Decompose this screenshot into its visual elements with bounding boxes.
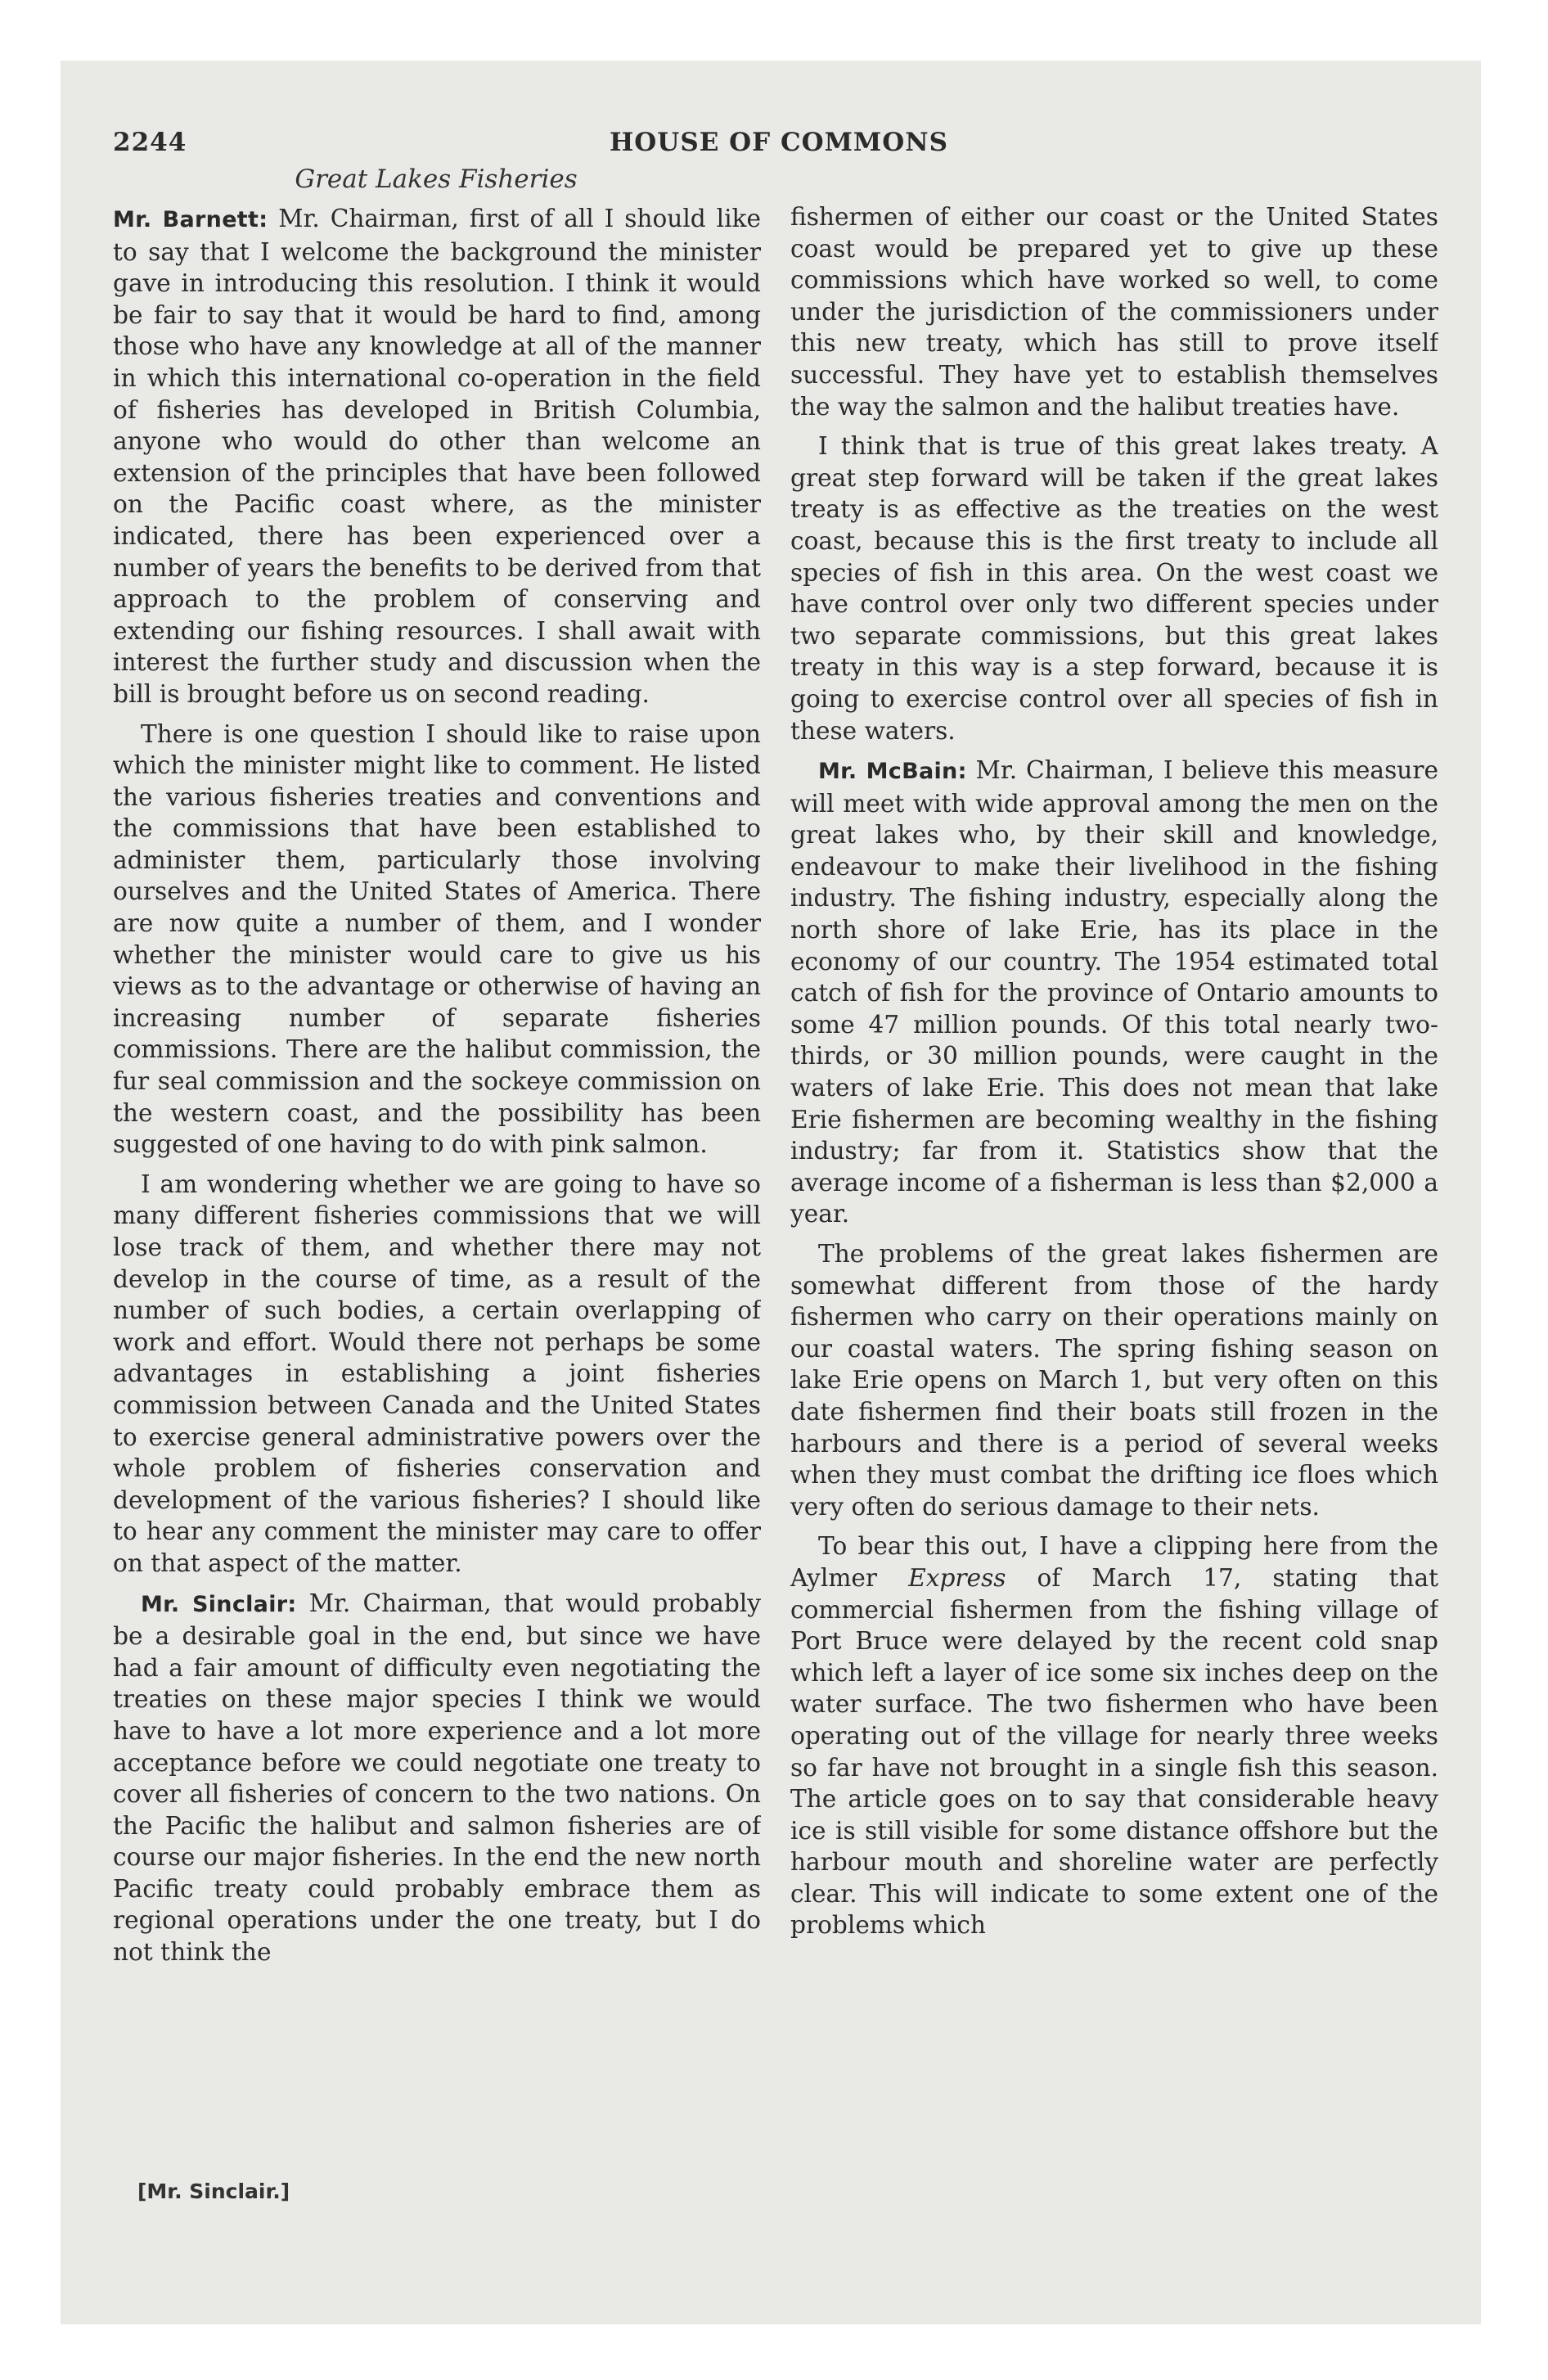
paragraph — [113, 1588, 761, 1968]
section-subhead: Great Lakes Fisheries — [295, 165, 578, 194]
paragraph-text: Mr. Chairman, that would probably be a desirable goal in the end, but since we have had a fair amount of difficulty even negotiating the treaties on these major species I think we would have to have a lot more experience and a lot more acceptance before we could negotiate one treaty to cover all fisheries of concern to the two nations. On the Pacific the halibut and salmon fisheries are of course our major fisheries. In the end the new north Pacific treaty could probably embrace them as regional operations under the one treaty, but I do not think the — [113, 1589, 761, 1967]
paragraph-text: To bear this out, I have a clipping here from the Aylmer — [790, 1532, 1438, 1592]
paragraph-text: of March 17, stating that commercial fishermen from the fishing village of Port Bruce were delayed by the recent cold snap which left a layer of ice some six inches deep on the water surface. The two fishermen who have been operating out of the village for nearly three weeks so far have not brought in a single fish this season. The article goes on to say that considerable heavy ice is still visible for some distance offshore but the harbour mouth and shoreline water are perfectly clear. This will indicate to some extent one of the problems which — [790, 1563, 1438, 1940]
speaker-name: Mr. Barnett: — [113, 207, 268, 232]
paragraph-text: Mr. Chairman, first of all I should like to say that I welcome the background the minister gave in introducing this resolution. I think it would be fair to say that it would be hard to find, among those who have any knowledge at all of the manner in which this international co-operation in the field of fisheries has developed in British Columbia, anyone who would do other than welcome an extension of the principles that have been followed on the Pacific coast where, as the minister indicated, there has been experienced over a number of years the benefits to be derived from that approach to the problem of conserving and extending our fishing resources. I shall await with interest the further study and discussion when the bill is brought before us on second reading. — [113, 205, 761, 708]
paragraph: There is one question I should like to raise upon which the minister might like to comment. He listed the various fisheries treaties and conventions and the commissions that have been established to administer them, particularly those involving ourselves and the United States of America. There are now quite a number of them, and I wonder whether the minister would care to give us his views as to the advantage or otherwise of having an increasing number of separate fisheries commissions. There are the halibut commission, the fur seal commission and the sockeye commission on the western coast, and the possibility has been suggested of one having to do with pink salmon. — [113, 719, 761, 1159]
speaker-name: Mr. McBain: — [818, 759, 967, 785]
left-column — [113, 203, 761, 2200]
paragraph — [113, 203, 761, 710]
paragraph — [790, 1530, 1438, 1941]
right-column — [790, 201, 1438, 2198]
speaker-name: Mr. Sinclair: — [141, 1591, 297, 1617]
paragraph: The problems of the great lakes fishermen are somewhat different from those of the hardy fishermen who carry on their operations mainly on our coastal waters. The spring fishing season on lake Erie opens on March 1, but very often on this date fishermen find their boats still frozen in the harbours and there is a period of several weeks when they must combat the drifting ice floes which very often do serious damage to their nets. — [790, 1240, 1438, 1521]
page-header — [113, 128, 1445, 164]
paragraph: I am wondering whether we are going to have so many different fisheries commissions that we will lose track of them, and whether there may not develop in the course of time, as a result of the number of such bodies, a certain overlapping of work and effort. Would there not perhaps be some advantages in establishing a joint fisheries commission between Canada and the United States to exercise general administrative powers over the whole problem of fisheries conservation and development of the various fisheries? I should like to hear any comment the minister may care to offer on that aspect of the matter. — [113, 1170, 761, 1577]
paragraph-text: Mr. Chairman, I believe this measure will meet with wide approval among the men on the great lakes who, by their skill and knowledge, endeavour to make their livelihood in the fishing industry. The fishing industry, especially along the north shore of lake Erie, has its place in the economy of our country. The 1954 estimated total catch of fish for the province of Ontario amounts to some 47 million pounds. Of this total nearly two-thirds, or 30 million pounds, were caught in the waters of lake Erie. This does not mean that lake Erie fishermen are becoming wealthy in the fishing industry; far from it. Statistics show that the average income of a fisherman is less than $2,000 a year. — [790, 756, 1438, 1228]
page-number: 2244 — [113, 128, 187, 157]
paragraph — [790, 755, 1438, 1230]
publication-title: Express — [908, 1563, 1006, 1592]
speaker-footnote: [Mr. Sinclair.] — [137, 2179, 290, 2203]
running-head: HOUSE OF COMMONS — [610, 128, 948, 157]
paragraph: I think that is true of this great lakes treaty. A great step forward will be taken if the great lakes treaty is as effective as the treaties on the west coast, because this is the first treaty to include all species of fish in this area. On the west coast we have control over only two different species under two separate commissions, but this great lakes treaty in this way is a step forward, because it is going to exercise control over all species of fish in these waters. — [790, 432, 1438, 745]
paragraph: fishermen of either our coast or the United States coast would be prepared yet to give up these commissions which have worked so well, to come under the jurisdiction of the commissioners under this new treaty, which has still to prove itself successful. They have yet to establish themselves the way the salmon and the halibut treaties have. — [790, 203, 1438, 421]
